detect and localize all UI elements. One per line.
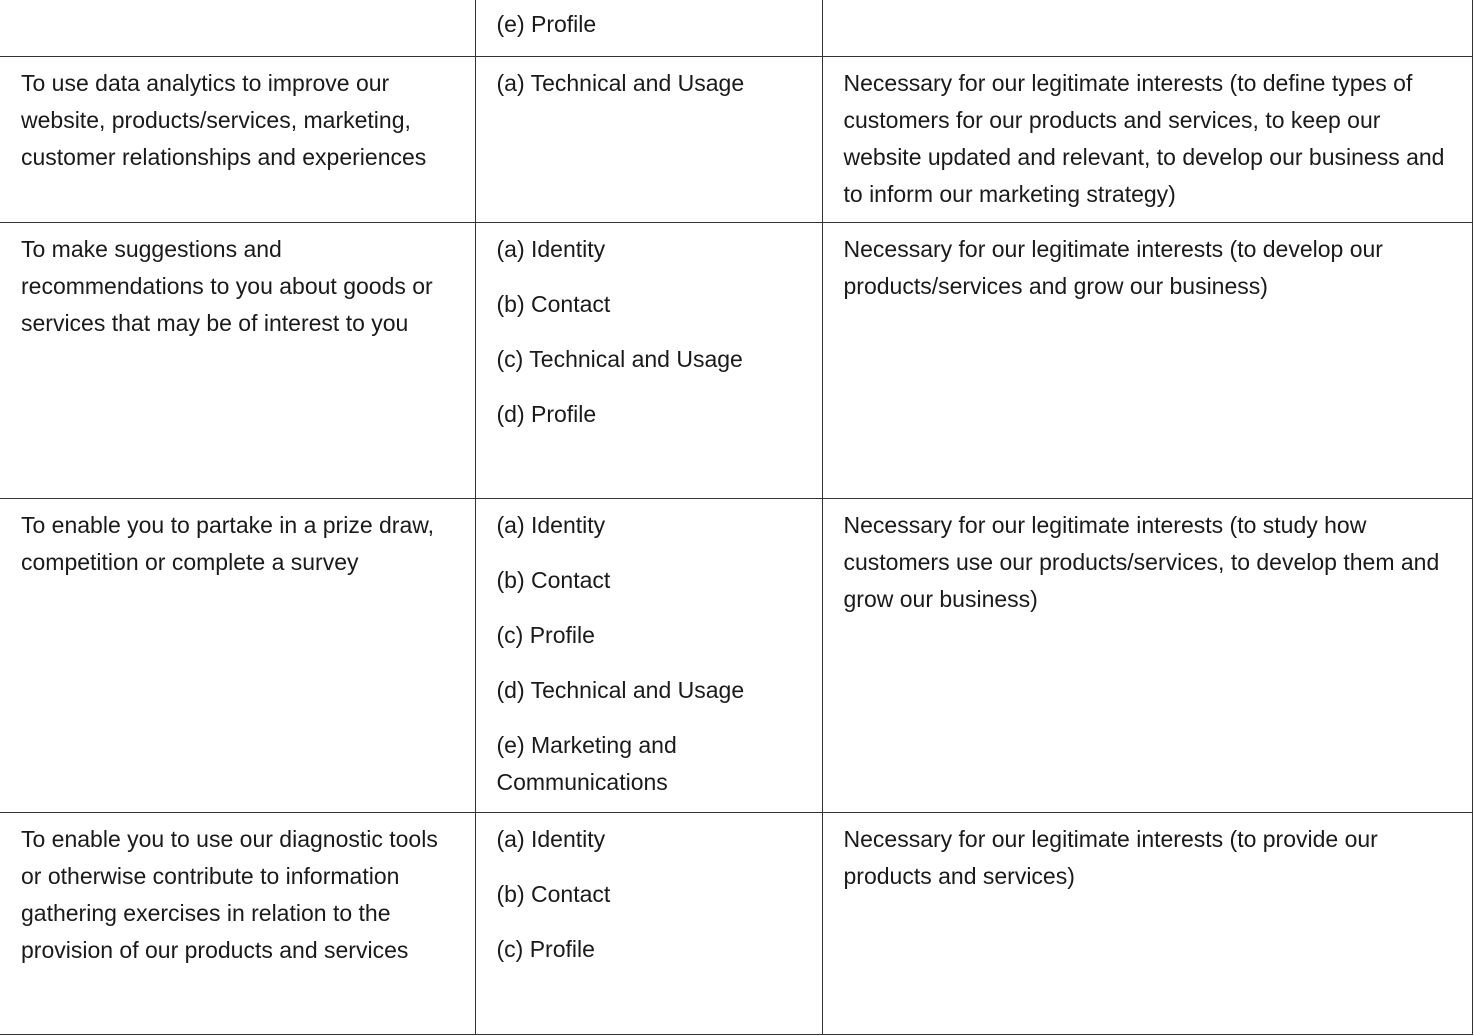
data-type-item: (a) Identity — [496, 825, 606, 852]
data-type-item: (c) Profile — [496, 935, 595, 962]
data-types-cell — [475, 812, 822, 1034]
purpose-cell: To enable you to partake in a prize draw, competition or complete a survey — [0, 498, 475, 812]
lawful-basis-cell: Necessary for our legitimate interests (to develop our products/services and grow our business) — [822, 222, 1472, 498]
data-types-cell — [475, 222, 822, 498]
purpose-cell — [0, 0, 475, 56]
lawful-basis-cell: Necessary for our legitimate interests (to study how customers use our products/services, to develop them and grow our business) — [822, 498, 1472, 812]
lawful-basis-cell — [822, 0, 1472, 56]
data-type-item: (e) Marketing and Communications — [496, 731, 677, 795]
purpose-cell: To make suggestions and recommendations to you about goods or services that may be of interest to you — [0, 222, 475, 498]
data-type-item: (d) Technical and Usage — [496, 676, 745, 703]
data-type-item: (c) Profile — [496, 621, 595, 648]
purpose-cell: To use data analytics to improve our website, products/services, marketing, customer relationships and experiences — [0, 56, 475, 222]
data-type-item: (e) Profile — [496, 11, 597, 37]
data-type-item: (b) Contact — [496, 880, 611, 907]
data-type-item: (a) Technical and Usage — [496, 69, 745, 96]
data-types-cell — [475, 0, 822, 56]
table-row — [0, 812, 1472, 1034]
data-type-item: (a) Identity — [496, 511, 606, 538]
purpose-cell: To enable you to use our diagnostic tools or otherwise contribute to information gathering exercises in relation to the provision of our products and services — [0, 812, 475, 1034]
data-types-cell — [475, 498, 822, 812]
data-types-cell — [475, 56, 822, 222]
data-type-item: (c) Technical and Usage — [496, 345, 743, 372]
table-row — [0, 0, 1472, 56]
data-type-item: (b) Contact — [496, 566, 611, 593]
table-row — [0, 222, 1472, 498]
data-type-item: (a) Identity — [496, 235, 606, 262]
lawful-basis-cell: Necessary for our legitimate interests (to define types of customers for our products and services, to keep our website updated and relevant, to develop our business and to inform our marketing strategy) — [822, 56, 1472, 222]
data-type-item: (d) Profile — [496, 400, 597, 427]
lawful-basis-cell: Necessary for our legitimate interests (to provide our products and services) — [822, 812, 1472, 1034]
data-type-item: (b) Contact — [496, 290, 611, 317]
table-row — [0, 498, 1472, 812]
table-row — [0, 56, 1472, 222]
